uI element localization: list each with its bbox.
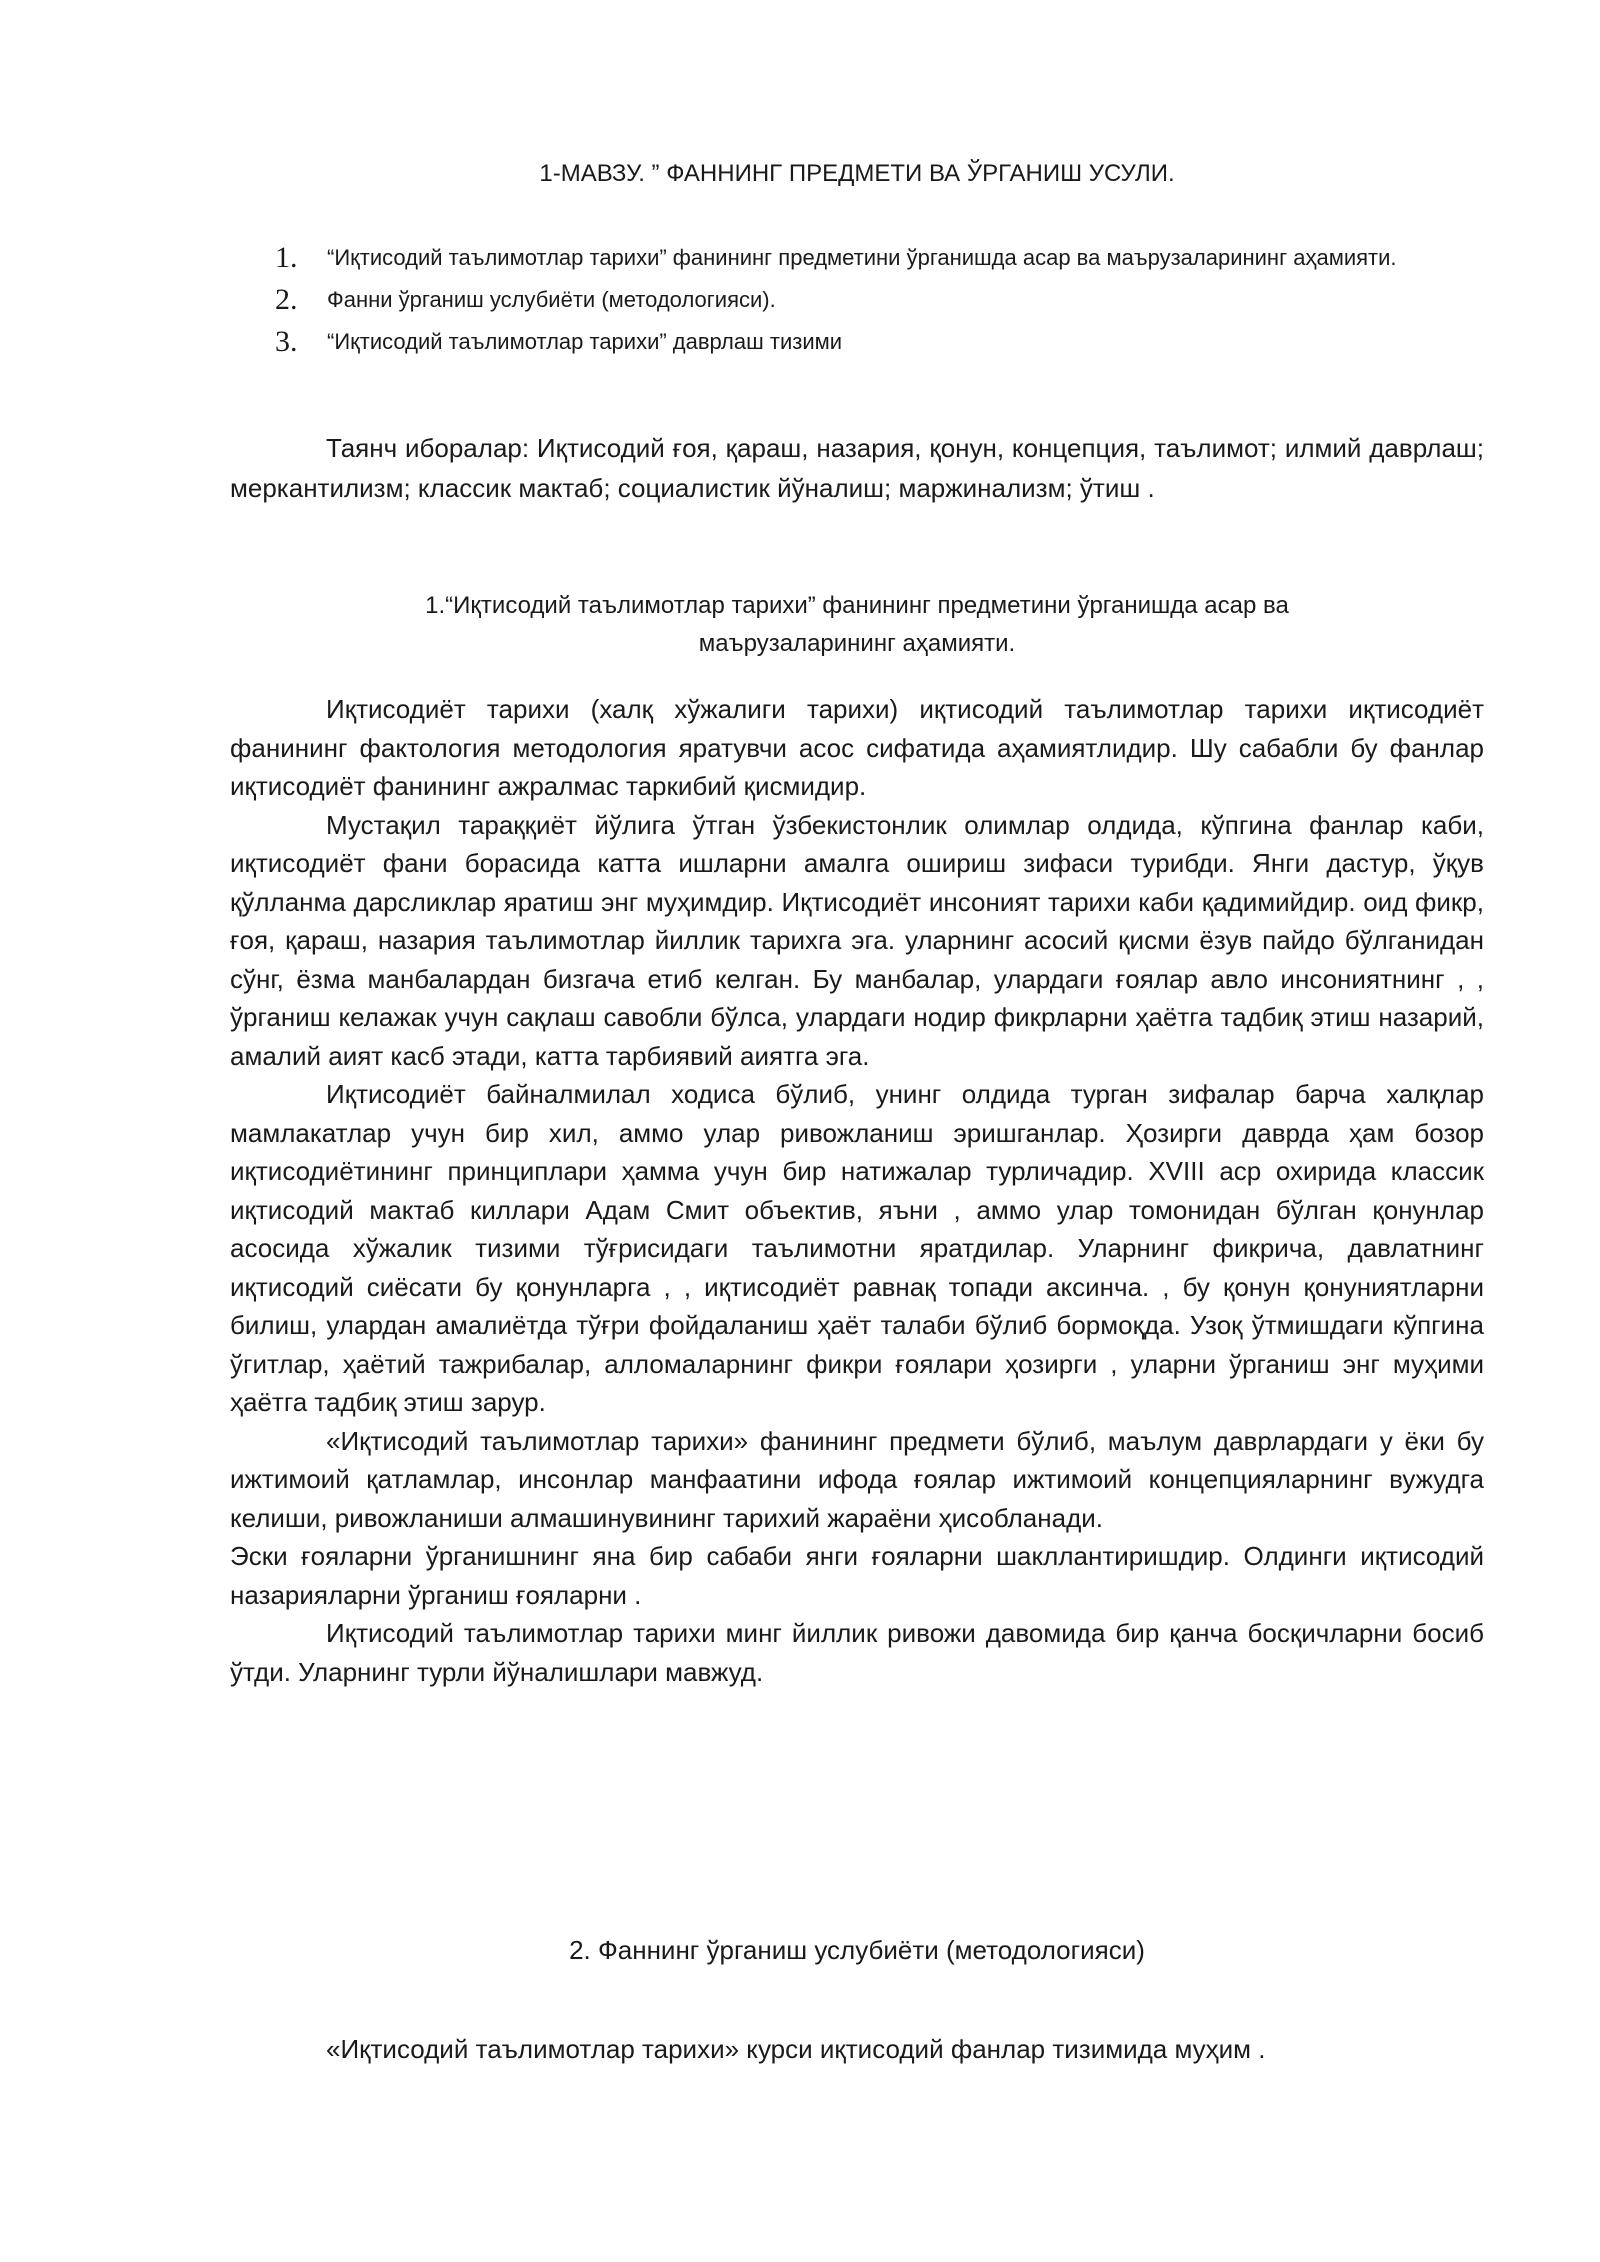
outline-item — [275, 240, 1484, 276]
document-page — [230, 0, 1484, 2262]
outline-item — [275, 324, 1484, 360]
outline-text: “Иқтисодий таълимотлар тарихи” даврлаш тизими — [327, 329, 843, 354]
topic-outline — [275, 240, 1484, 366]
outline-text: “Иқтисодий таълимотлар тарихи” фанининг предметини ўрганишда асар ва маърузаларининг аҳамияти. — [327, 245, 1397, 270]
body-paragraph: Иқтисодий таълимотлар тарихи минг йиллик ривожи давомида бир қанча босқичларни босиб ўтди. Уларнинг турли йўналишлари мавжуд. — [230, 1618, 1484, 1687]
keywords-paragraph: Таянч иборалар: Иқтисодий ғоя, қараш, назария, қонун, концепция, таълимот; илмий даврлаш; меркантилизм; классик мактаб; социалистик йўналиш; маржинализм; ўтиш . — [230, 433, 1484, 503]
section-1-body — [230, 690, 1484, 1691]
section-2-heading: 2. Фаннинг ўрганиш услубиёти (методологияси) — [569, 1935, 1145, 1965]
body-paragraph: «Иқтисодий таълимотлар тарихи» фанининг предмети бўлиб, маълум даврлардаги у ёки бу ижтимоий қатламлар, инсонлар манфаатини ифода ғоялар ижтимоий концепцияларнинг вужудга келиши, ривожланиши алмашинувининг тарихий жараёни ҳисобланади. — [230, 1425, 1484, 1533]
outline-text: Фанни ўрганиш услубиёти (методологияси). — [327, 287, 776, 312]
section-1-heading-line-1: 1.“Иқтисодий таълимотлар тарихи” фанининг предметини ўрганишда асар ва — [425, 592, 1289, 619]
section-1-heading-line-2: маърузаларининг аҳамияти. — [698, 630, 1016, 657]
outline-number: 3. — [275, 325, 298, 358]
outline-number: 2. — [275, 283, 298, 316]
outline-number: 1. — [275, 241, 298, 274]
outline-item — [275, 282, 1484, 318]
body-paragraph: Иқтисодиёт тарихи (халқ хўжалиги тарихи) иқтисодий таълимотлар тарихи иқтисодиёт фанининг фактология методология яратувчи асос сифатида аҳамиятлидир. Шу сабабли бу фанлар иқтисодиёт фанининг ажралмас таркибий қисмидир. — [230, 694, 1484, 801]
body-paragraph: Мустақил тараққиёт йўлига ўтган ўзбекистонлик олимлар олдида, кўпгина фанлар каби, иқтисодиёт фани борасида катта ишларни амалга ошириш зифаси турибди. Янги дастур, ўқув қўлланма дарсликлар яратиш энг муҳимдир. Иқтисодиёт инсоният тарихи каби қадимийдир. оид фикр, ғоя, қараш, назария таълимотлар йиллик тарихга эга. уларнинг асосий қисми ёзув пайдо бўлганидан сўнг, ёзма манбалардан бизгача етиб келган. Бу манбалар, улардаги ғоялар авло инсониятнинг , , ўрганиш келажак учун сақлаш савобли бўлса, улардаги нодир фикрларни ҳаётга тадбиқ этиш назарий, амалий аият касб этади, катта тарбиявий аиятга эга. — [230, 809, 1484, 1071]
body-paragraph: Эски ғояларни ўрганишнинг яна бир сабаби янги ғояларни шакллантиришдир. Олдинги иқтисодий назарияларни ўрганиш ғояларни . — [230, 1541, 1484, 1610]
document-title: 1-МАВЗУ. ” ФАННИНГ ПРЕДМЕТИ ВА ЎРГАНИШ УСУЛИ. — [539, 160, 1175, 187]
section-2-first-sentence: «Иқтисодий таълимотлар тарихи» курси иқтисодий фанлар тизимида муҳим . — [326, 2034, 1266, 2064]
body-paragraph: Иқтисодиёт байналмилал ходиса бўлиб, унинг олдида турган зифалар барча халқлар мамлакатлар учун бир хил, аммо улар ривожланиш эришганлар. Ҳозирги даврда ҳам бозор иқтисодиётининг принциплари ҳамма учун бир натижалар турличадир. XVIII аср охирида классик иқтисодий мактаб киллари Адам Смит объектив, яъни , аммо улар томонидан бўлган қонунлар асосида хўжалик тизими тўғрисидаги таълимотни яратдилар. Уларнинг фикрича, давлатнинг иқтисодий сиёсати бу қонунларга , , иқтисодиёт равнақ топади аксинча. , бу қонун қонуниятларни билиш, улардан амалиётда тўғри фойдаланиш ҳаёт талаби бўлиб бормоқда. Узоқ ўтмишдаги кўпгина ўгитлар, ҳаётий тажрибалар, алломаларнинг фикри ғоялари ҳозирги , уларни ўрганиш энг муҳими ҳаётга тадбиқ этиш зарур. — [230, 1079, 1484, 1417]
